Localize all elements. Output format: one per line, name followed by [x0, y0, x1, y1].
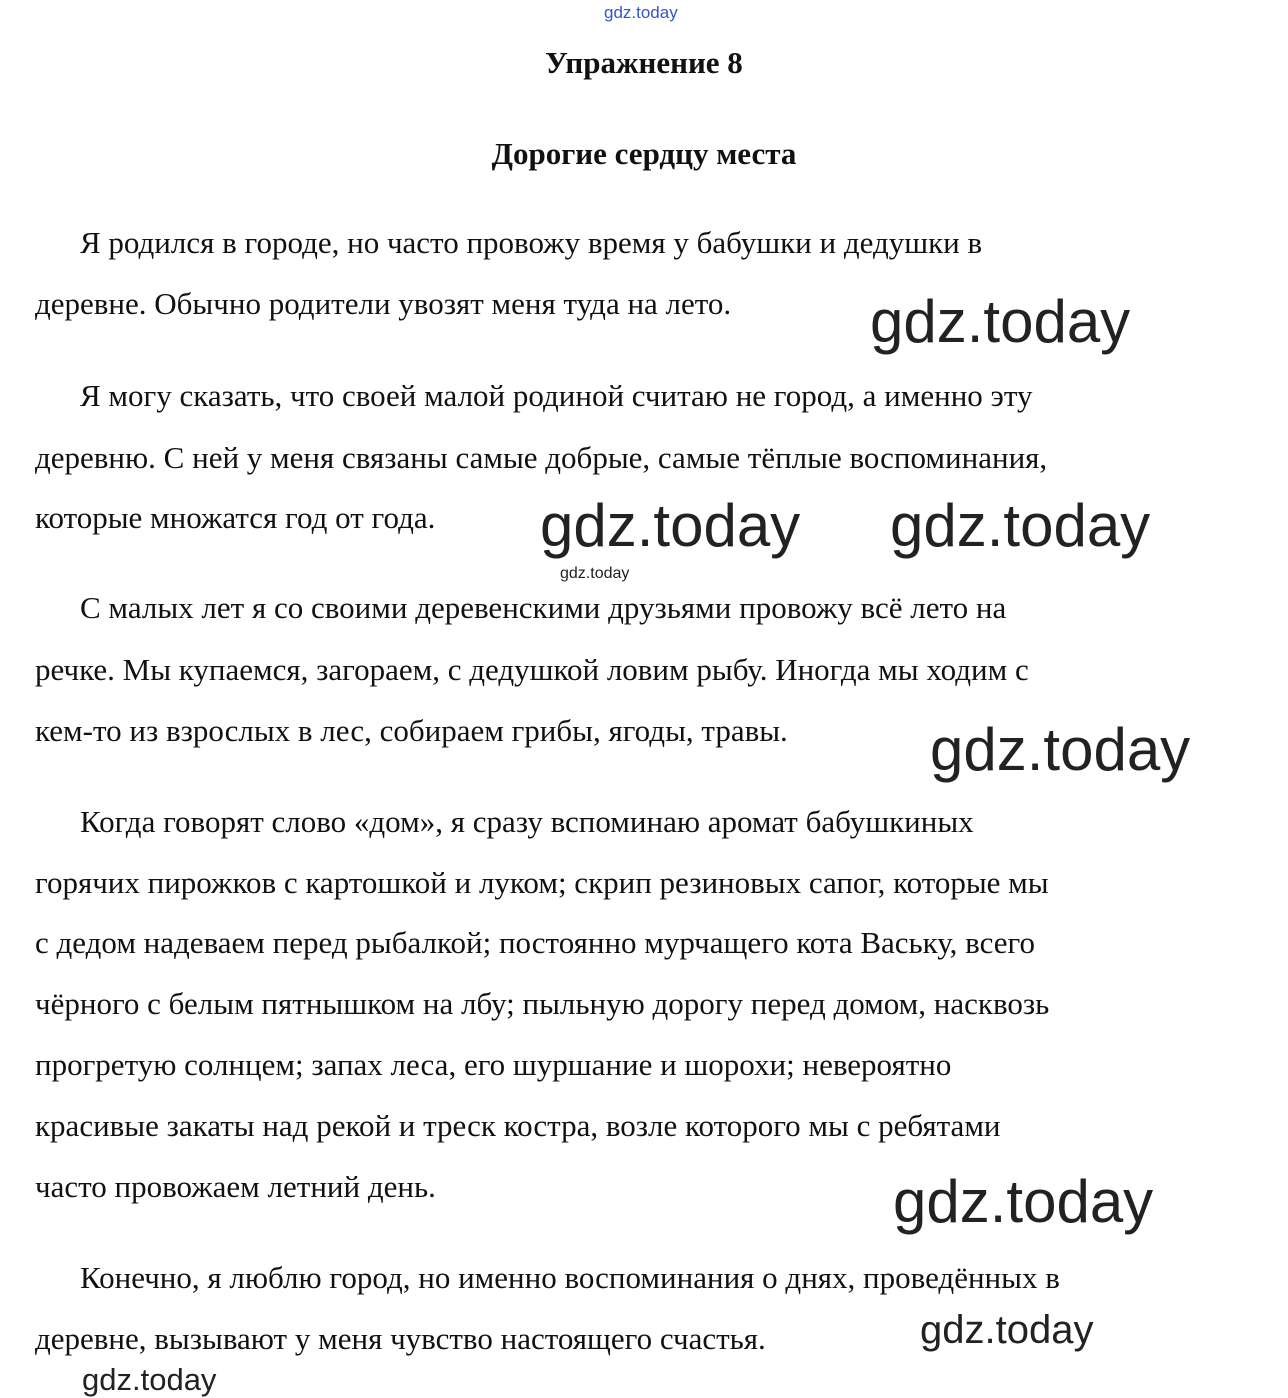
paragraph-line: деревню. С ней у меня связаны самые добрые, самые тёплые воспоминания,: [35, 440, 1048, 475]
paragraph-line: Я могу сказать, что своей малой родиной считаю не город, а именно эту: [80, 378, 1033, 413]
paragraph-line: горячих пирожков с картошкой и луком; скрип резиновых сапог, которые мы: [35, 865, 1049, 900]
paragraph-line: прогретую солнцем; запах леса, его шуршание и шорохи; невероятно: [35, 1047, 952, 1082]
paragraph-line: с дедом надеваем перед рыбалкой; постоянно мурчащего кота Ваську, всего: [35, 925, 1035, 960]
paragraph-line: красивые закаты над рекой и треск костра, возле которого мы с ребятами: [35, 1108, 1001, 1143]
watermark: gdz.today: [930, 716, 1191, 783]
paragraph-line: кем-то из взрослых в лес, собираем грибы, ягоды, травы.: [35, 713, 788, 748]
watermark: gdz.today: [560, 565, 630, 582]
paragraph-line: которые множатся год от года.: [35, 500, 436, 535]
paragraph-line: чёрного с белым пятнышком на лбу; пыльную дорогу перед домом, насквозь: [35, 986, 1050, 1021]
watermark: gdz.today: [870, 288, 1131, 355]
watermark: gdz.today: [82, 1362, 217, 1397]
paragraph-line: Конечно, я люблю город, но именно воспоминания о днях, проведённых в: [80, 1260, 1060, 1295]
paragraph-line: Я родился в городе, но часто провожу время у бабушки и дедушки в: [80, 225, 983, 260]
paragraph-line: речке. Мы купаемся, загораем, с дедушкой ловим рыбу. Иногда мы ходим с: [35, 652, 1029, 687]
watermark: gdz.today: [540, 492, 801, 559]
page-title: Упражнение 8: [545, 45, 743, 80]
paragraph-line: деревне. Обычно родители увозят меня туда на лето.: [35, 286, 732, 321]
paragraph-line: часто провожаем летний день.: [35, 1169, 436, 1204]
paragraph-line: С малых лет я со своими деревенскими друзьями провожу всё лето на: [80, 590, 1007, 625]
watermark: gdz.today: [893, 1168, 1154, 1235]
page-subtitle: Дорогие сердцу места: [491, 136, 797, 171]
paragraph-line: Когда говорят слово «дом», я сразу вспоминаю аромат бабушкиных: [80, 804, 974, 839]
watermark-top: gdz.today: [604, 3, 678, 22]
paragraph-line: деревне, вызывают у меня чувство настоящего счастья.: [35, 1321, 766, 1356]
watermark: gdz.today: [920, 1308, 1094, 1352]
watermark: gdz.today: [890, 492, 1151, 559]
